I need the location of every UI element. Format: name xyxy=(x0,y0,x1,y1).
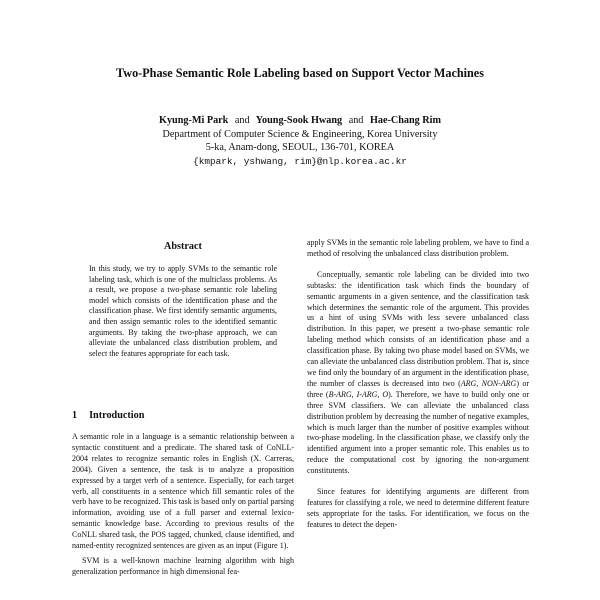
author-name: Young-Sook Hwang xyxy=(255,115,343,126)
class-label: ARG, NON-ARG xyxy=(460,378,517,388)
introduction-body xyxy=(72,432,294,578)
author-email: {kmpark, yshwang, rim}@nlp.korea.ac.kr xyxy=(193,155,407,167)
section-title: Introduction xyxy=(89,410,145,421)
author-conjunction: and xyxy=(234,115,250,126)
class-label: B-ARG, I-ARG, O xyxy=(328,389,389,399)
paragraph: Since features for identifying arguments are different from features for classifying a role, we need to determine different feature sets appropriate for the tasks. For identification, we focus on the features to detect the depen- xyxy=(307,487,529,529)
abstract-text: In this study, we try to apply SVMs to the semantic role labeling task, which is one of the multiclass problems. As a result, we propose a two-phase semantic role labeling model which consists of the identification phase and the classification phase. We first identify semantic arguments, and then assign semantic roles to the identified semantic arguments. By taking the two-phase approach, we can alleviate the unbalanced class distribution problem, and select the features appropriate for each task. xyxy=(89,264,277,358)
author-address: 5-ka, Anam-dong, SEOUL, 136-701, KOREA xyxy=(205,142,395,153)
abstract-heading: Abstract xyxy=(164,241,202,252)
paragraph: SVM is a well-known machine learning algorithm with high generalization performance in high dimensional fea- xyxy=(72,555,294,576)
author-names xyxy=(40,114,560,128)
section-number: 1 xyxy=(72,410,78,421)
text-run: Conceptually, semantic role labeling can be divided into two subtasks: the identification task which finds the boundary of semantic arguments in a given sentence, and the classification task which determines the semantic role of the argument. This provides us a hint of using SVMs with less severe unbalanced class distribution. In this paper, we present a two-phase semantic role labeling method which consists of an identification phase and a classification phase. By taking two phase model based on SVMs, we can alleviate the unbalanced class distribution problem. That is, since we find only the boundary of an argument in the identification phase, the number of classes is decreased into two ( xyxy=(307,269,529,388)
author-affiliation: Department of Computer Science & Engineering, Korea University xyxy=(162,128,438,140)
paragraph xyxy=(307,270,529,477)
author-conjunction: and xyxy=(348,115,364,126)
author-block xyxy=(40,114,560,168)
text-run: ). Therefore, we have to build only one or three SVM classifiers. We can alleviate the unbalanced class distribution problem by decreasing the number of negative examples, which is much larger than the number of positive examples without two-phase modeling. In the classification phase, we classify only the identified argument into a proper semantic role. This enables us to reduce the computational cost by ignoring the non-argument constitutents. xyxy=(307,389,529,476)
paragraph: apply SVMs in the semantic role labeling problem, we have to find a method of resolving the unbalanced class distribution problem. xyxy=(307,238,529,258)
text-run: ) or three ( xyxy=(307,378,530,399)
section-heading xyxy=(72,410,144,421)
right-column xyxy=(307,238,529,531)
paper-title: Two-Phase Semantic Role Labeling based on Support Vector Machines xyxy=(116,66,484,80)
paragraph: A semantic role in a language is a semantic relationship between a syntactic constituent and a predicate. The shared task of CoNLL-2004 relates to recognize semantic roles in English (X. Carreras, 2004). Given a sentence, the task is to analyze a proposition expressed by a target verb of a sentence. Especially, for each target verb, all constituents in a sentence which fill semantic roles of the verb have to be recognized. This task is based only on partial parsing information, avoiding use of a full parser and external lexico-semantic knowledge base. According to previous results of the CoNLL shared task, the POS tagged, chunked, clause identified, and named-entity recognized sentences are given as an input (Figure 1). xyxy=(72,432,294,551)
author-name: Hae-Chang Rim xyxy=(369,115,441,126)
author-name: Kyung-Mi Park xyxy=(159,115,229,126)
